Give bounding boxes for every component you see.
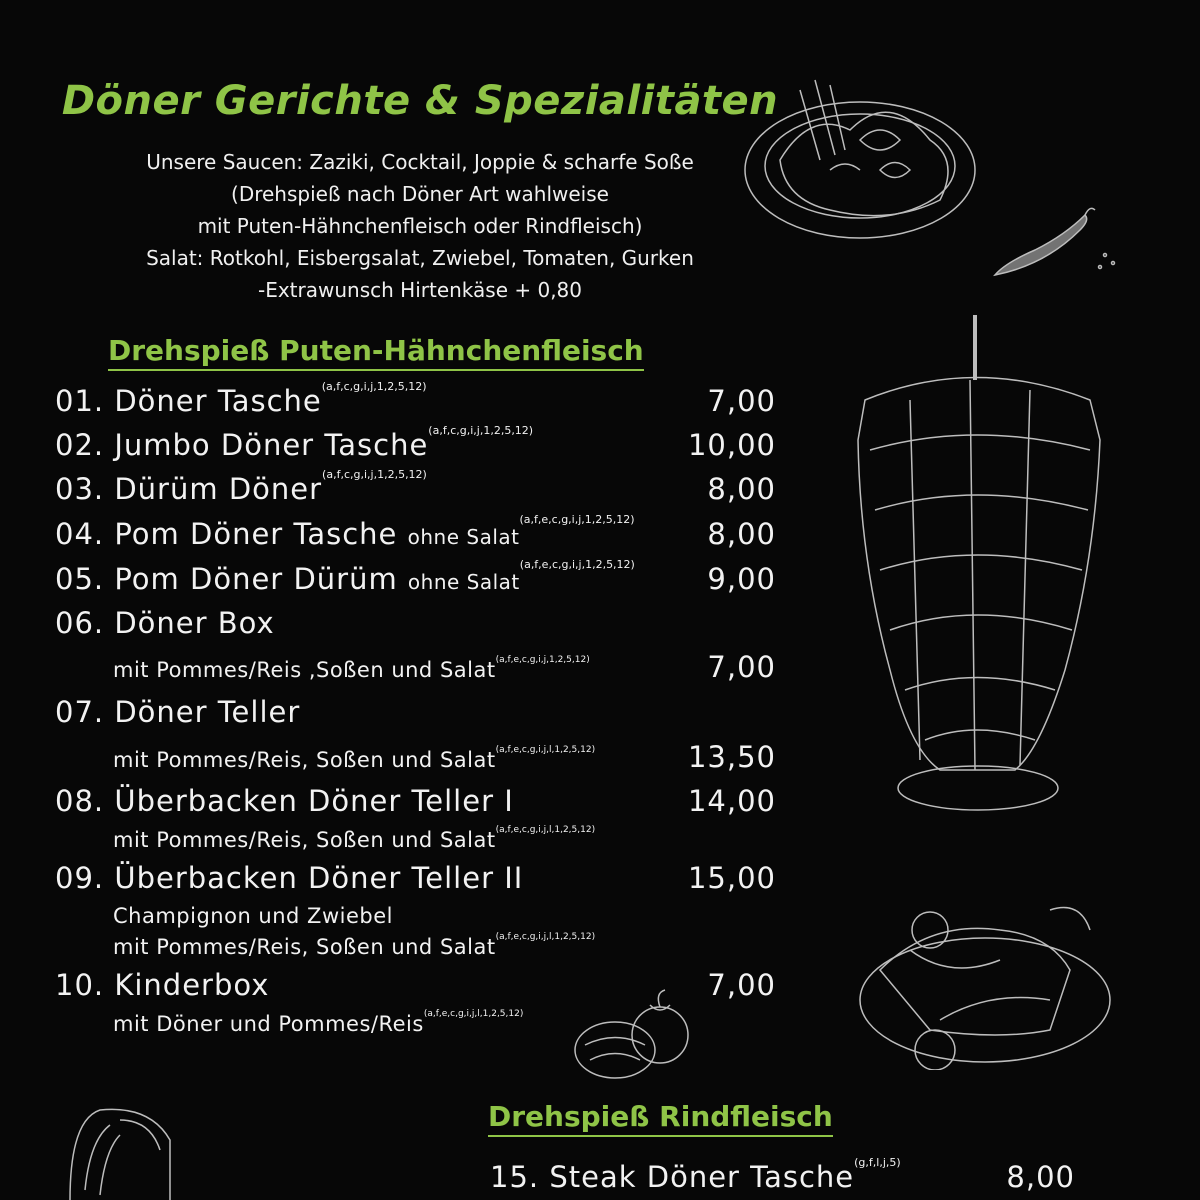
intro-text [60,146,780,306]
intro-line: Unsere Saucen: Zaziki, Cocktail, Joppie & scharfe Soße [146,150,694,174]
item-description: mit Pommes/Reis, Soßen und Salat$^{(a,f,e,c,g,i,j,l,1,2,5,12)}$ [113,825,596,852]
item-price: 7,00 [707,968,776,1002]
menu-item: 10. Kinderbox [55,968,270,1002]
item-price: 13,50 [687,740,776,774]
intro-line: mit Puten-Hähnchenfleisch oder Rindfleisch) [197,214,643,238]
item-price: 8,00 [707,517,776,551]
menu-item: 15. Steak Döner Tasche$^{(g,f,l,j,5)}$ [490,1156,901,1194]
item-description: mit Pommes/Reis, Soßen und Salat$^{(a,f,e,c,g,i,j,l,1,2,5,12)}$ [113,932,596,959]
menu-item: 01. Döner Tasche$^{(a,f,c,g,i,j,1,2,5,12)}$ [55,380,427,418]
item-price: 14,00 [687,784,776,818]
menu-item: 02. Jumbo Döner Tasche$^{(a,f,c,g,i,j,1,2,5,12)}$ [55,424,534,462]
item-price: 8,00 [1006,1160,1075,1194]
item-price: 7,00 [707,650,776,684]
doner-spit-icon [850,310,1110,830]
item-description: mit Pommes/Reis, Soßen und Salat$^{(a,f,e,c,g,i,j,l,1,2,5,12)}$ [113,745,596,772]
menu-item: 06. Döner Box [55,606,275,640]
menu-item: 09. Überbacken Döner Teller II [55,861,524,895]
item-description: Champignon und Zwiebel [113,904,393,928]
menu-item: 04. Pom Döner Tasche ohne Salat$^{(a,f,e,c,g,i,j,1,2,5,12)}$ [55,513,635,551]
section-heading-puten: Drehspieß Puten-Hähnchenfleisch [108,334,644,371]
onion-tomato-icon [565,985,715,1085]
item-price: 10,00 [687,428,776,462]
menu-item: 07. Döner Teller [55,695,301,729]
chili-pepper-icon [985,205,1125,285]
pita-icon [60,1100,180,1200]
intro-line: Salat: Rotkohl, Eisbergsalat, Zwiebel, Tomaten, Gurken [146,246,694,270]
section-heading-rind: Drehspieß Rindfleisch [488,1100,833,1137]
item-price: 8,00 [707,472,776,506]
item-price: 15,00 [687,861,776,895]
menu-item: 08. Überbacken Döner Teller I [55,784,514,818]
salad-plate-icon [740,50,1000,250]
page-title: Döner Gerichte & Spezialitäten [61,78,779,124]
wrap-plate-icon [850,890,1120,1070]
item-price: 9,00 [707,562,776,596]
item-description: mit Pommes/Reis ,Soßen und Salat$^{(a,f,e,c,g,i,j,1,2,5,12)}$ [113,655,590,682]
menu-item: 03. Dürüm Döner$^{(a,f,c,g,i,j,1,2,5,12)}$ [55,468,427,506]
intro-line: -Extrawunsch Hirtenkäse + 0,80 [257,278,583,302]
item-description: mit Döner und Pommes/Reis$^{(a,f,e,c,g,i,j,l,1,2,5,12)}$ [113,1009,524,1036]
item-price: 7,00 [707,384,776,418]
menu-item: 05. Pom Döner Dürüm ohne Salat$^{(a,f,e,c,g,i,j,1,2,5,12)}$ [55,558,635,596]
intro-line: (Drehspieß nach Döner Art wahlweise [231,182,609,206]
